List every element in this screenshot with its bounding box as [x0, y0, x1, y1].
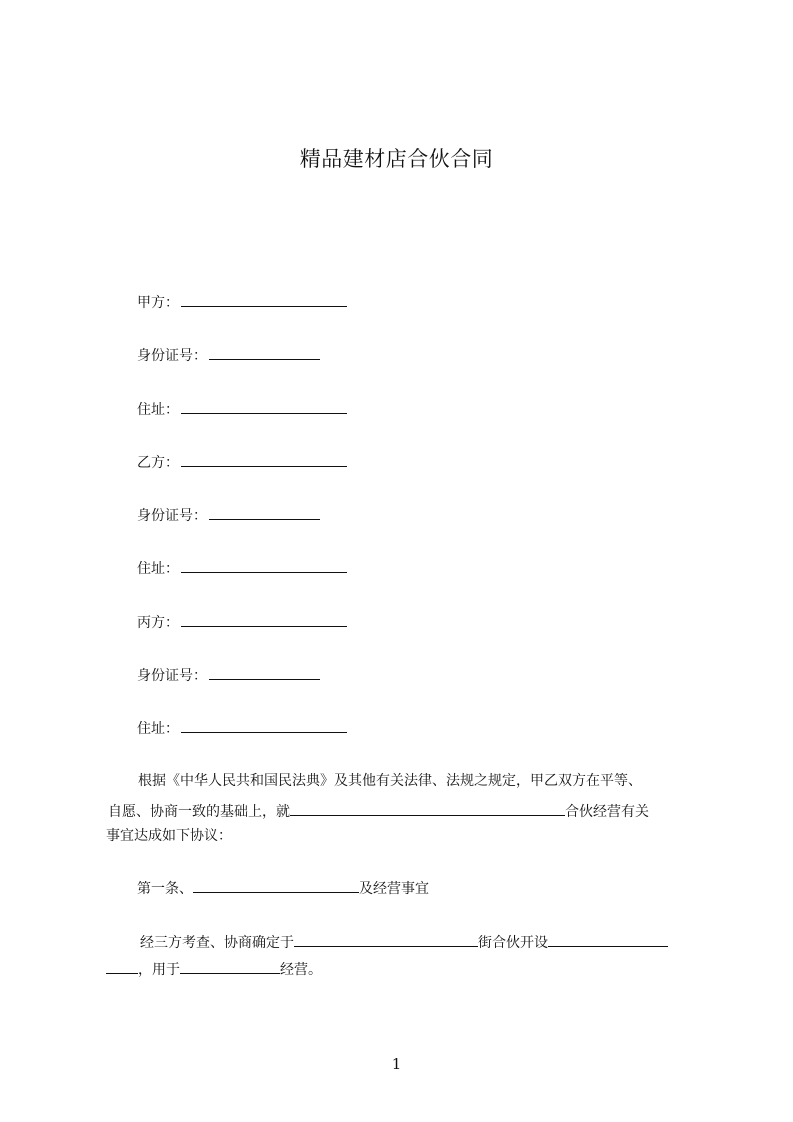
- party-a-id-line: [137, 344, 320, 364]
- party-c-address-line: [137, 717, 347, 737]
- party-a-line: [137, 291, 347, 311]
- party-c-id-line: [137, 664, 320, 684]
- article-1-purpose-blank[interactable]: [180, 958, 280, 974]
- article-1-street-blank[interactable]: [294, 931, 478, 947]
- article-1-body-line-2-start: ，用于: [138, 962, 180, 978]
- page-number: 1: [391, 1055, 402, 1073]
- article-1-body-line-1: [140, 931, 668, 953]
- party-b-address-blank[interactable]: [181, 557, 347, 573]
- article-1-prefix: 第一条、: [137, 881, 193, 897]
- party-b-id-label: 身份证号：: [137, 508, 207, 524]
- party-b-address-label: 住址：: [137, 561, 179, 577]
- party-b-blank[interactable]: [181, 451, 347, 467]
- party-a-id-label: 身份证号：: [137, 348, 207, 364]
- party-b-label: 乙方：: [137, 455, 179, 471]
- article-1-shop-blank-part1[interactable]: [548, 931, 668, 947]
- party-c-address-label: 住址：: [137, 721, 179, 737]
- article-1-body-line-2-end: 经营。: [280, 962, 322, 978]
- party-c-label: 丙方：: [137, 615, 179, 631]
- party-a-address-label: 住址：: [137, 402, 179, 418]
- preamble-line-3: 事宜达成如下协议：: [106, 828, 232, 844]
- preamble-line-1: 根据《中华人民共和国民法典》及其他有关法律、法规之规定，甲乙双方在平等、: [138, 773, 642, 789]
- party-a-address-line: [137, 398, 347, 418]
- preamble-line-2: [108, 800, 649, 822]
- party-c-blank[interactable]: [181, 611, 347, 627]
- party-c-id-blank[interactable]: [209, 664, 320, 680]
- article-1-blank[interactable]: [193, 877, 359, 893]
- preamble-business-blank[interactable]: [290, 800, 565, 816]
- party-a-label: 甲方：: [137, 295, 179, 311]
- party-c-address-blank[interactable]: [181, 717, 347, 733]
- article-1-body-start: 经三方考查、协商确定于: [140, 935, 294, 951]
- party-a-id-blank[interactable]: [209, 344, 320, 360]
- article-1-suffix: 及经营事宜: [359, 881, 429, 897]
- article-1-body-mid: 街合伙开设: [478, 935, 548, 951]
- party-b-id-blank[interactable]: [209, 504, 320, 520]
- party-c-line: [137, 611, 347, 631]
- party-a-address-blank[interactable]: [181, 398, 347, 414]
- party-b-line: [137, 451, 347, 471]
- party-c-id-label: 身份证号：: [137, 668, 207, 684]
- article-1-body-line-2: [106, 958, 322, 980]
- article-1-shop-blank-part2[interactable]: [106, 958, 138, 974]
- document-title: 精品建材店合伙合同: [299, 147, 494, 171]
- article-1-heading: [137, 877, 429, 899]
- party-a-blank[interactable]: [181, 291, 347, 307]
- party-b-id-line: [137, 504, 320, 524]
- preamble-line-2-start: 自愿、协商一致的基础上，就: [108, 804, 290, 820]
- preamble-line-2-end: 合伙经营有关: [565, 804, 649, 820]
- party-b-address-line: [137, 557, 347, 577]
